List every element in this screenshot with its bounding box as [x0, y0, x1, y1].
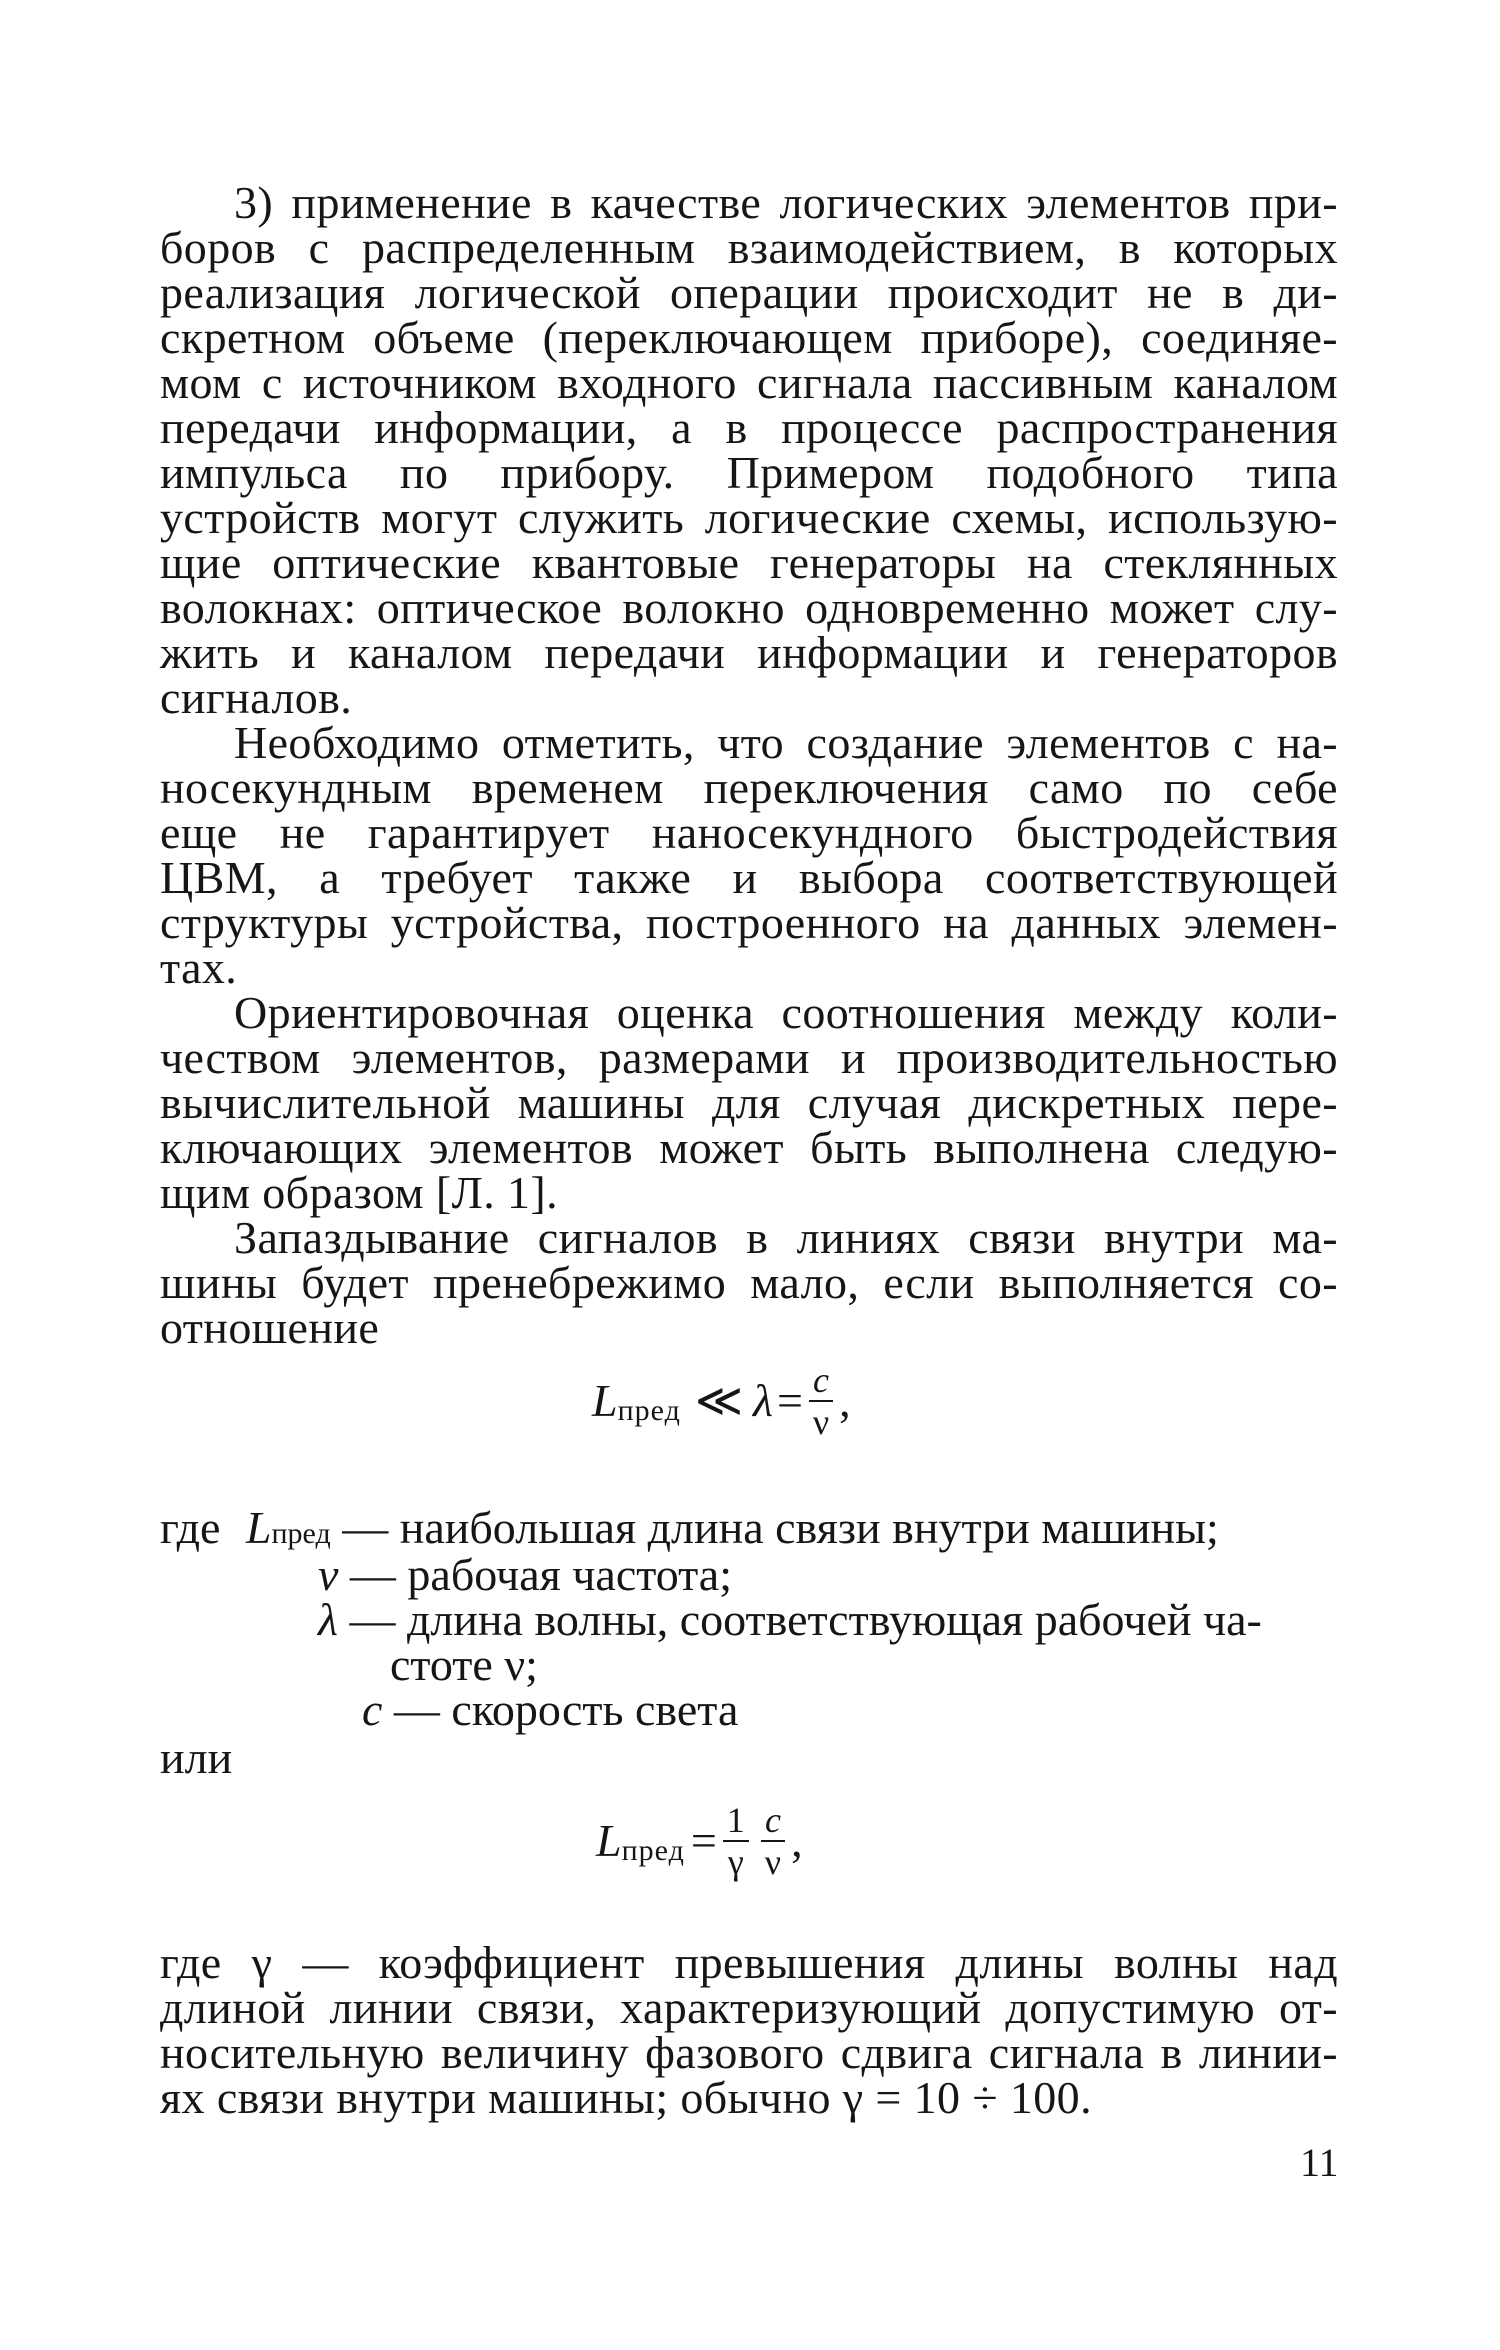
text-line: щие оптические квантовые генераторы на стеклянных: [160, 537, 1338, 588]
definition-symbol: λ: [318, 1594, 338, 1645]
text-line: скретном объеме (переключающем приборе), соединяе-: [160, 312, 1338, 363]
definition-symbol: ν: [318, 1549, 339, 1600]
formula-much-less: ≪: [694, 1375, 743, 1426]
definition-text: — длина волны, соответствующая рабочей ча-: [349, 1594, 1262, 1645]
text-line: шины будет пренебрежимо мало, если выполняется со-: [160, 1257, 1338, 1308]
formula-fraction: [809, 1360, 833, 1442]
formula-fraction-2: [761, 1800, 785, 1882]
definition-lambda-cont: стоте ν;: [390, 1639, 538, 1690]
formula-symbol-lambda: λ: [753, 1375, 773, 1426]
text-line: структуры устройства, построенного на данных элемен-: [160, 897, 1338, 948]
definition-subscript: пред: [271, 1517, 331, 1550]
definition-text: — скорость света: [393, 1684, 739, 1735]
formula-symbol-L: L: [592, 1375, 618, 1426]
text-line: отношение: [160, 1302, 380, 1353]
fraction-numerator: c: [813, 1360, 830, 1400]
text-line: сигналов.: [160, 672, 353, 723]
text-line: Запаздывание сигналов в линиях связи внутри ма-: [234, 1212, 1338, 1263]
text-line: Необходимо отметить, что создание элементов с на-: [234, 717, 1338, 768]
definition-symbol: c: [362, 1684, 383, 1735]
formula-fraction-1: [723, 1800, 749, 1882]
text-line: передачи информации, а в процессе распространения: [160, 402, 1338, 453]
text-line: Ориентировочная оценка соотношения между коли-: [234, 987, 1338, 1038]
text-line: щим образом [Л. 1].: [160, 1167, 559, 1218]
text-line: вычислительной машины для случая дискретных пере-: [160, 1077, 1338, 1128]
definition-intro: где: [160, 1502, 221, 1553]
text-line: импульса по прибору. Примером подобного типа: [160, 447, 1338, 498]
definition-nu: [318, 1549, 732, 1600]
page-number: 11: [1300, 2140, 1339, 2185]
fraction-numerator: c: [764, 1800, 781, 1840]
formula-subscript: пред: [617, 1394, 681, 1427]
text-line: мом с источником входного сигнала пассивным каналом: [160, 357, 1338, 408]
formula-comma: ,: [791, 1815, 803, 1866]
text-line: волокнах: оптическое волокно одновременно может слу-: [160, 582, 1338, 633]
fraction-denominator: γ: [727, 1842, 744, 1882]
text-line: длиной линии связи, характеризующий допустимую от-: [160, 1982, 1338, 2033]
formula-equals: =: [776, 1375, 803, 1426]
text-line: тах.: [160, 942, 238, 993]
text-line: боров с распределенным взаимодействием, в которых: [160, 222, 1338, 273]
fraction-denominator: ν: [764, 1842, 782, 1882]
text-line: носекундным временем переключения само по себе: [160, 762, 1338, 813]
text-line: устройств могут служить логические схемы, использую-: [160, 492, 1338, 543]
definition-text: — наибольшая длина связи внутри машины;: [342, 1502, 1219, 1553]
definition-symbol-L: L: [245, 1502, 272, 1553]
formula-equals: =: [690, 1815, 717, 1866]
fraction-numerator: 1: [726, 1800, 745, 1840]
text-line: 3) применение в качестве логических элементов при-: [234, 177, 1338, 228]
text-line: чеством элементов, размерами и производительностью: [160, 1032, 1338, 1083]
definition-lambda: [318, 1594, 1262, 1645]
text-line: еще не гарантирует наносекундного быстродействия: [160, 807, 1338, 858]
text-line: ЦВМ, а требует также и выбора соответствующей: [160, 852, 1338, 903]
formula-wavelength: [592, 1360, 851, 1442]
text-line: жить и каналом передачи информации и генераторов: [160, 627, 1338, 678]
text-line: где γ — коэффициент превышения длины волны над: [160, 1937, 1338, 1988]
definition-c: [362, 1684, 739, 1735]
text-line: ях связи внутри машины; обычно γ = 10 ÷ 100.: [160, 2072, 1092, 2123]
or-word: или: [160, 1732, 233, 1783]
fraction-denominator: ν: [812, 1402, 830, 1442]
text-line: реализация логической операции происходит не в ди-: [160, 267, 1338, 318]
text-line: носительную величину фазового сдвига сигнала в линии-: [160, 2027, 1338, 2078]
formula-comma: ,: [839, 1375, 851, 1426]
formula-length-limit: [596, 1800, 803, 1882]
definition-text: — рабочая частота;: [349, 1549, 732, 1600]
formula-subscript: пред: [621, 1834, 685, 1867]
formula-symbol-L: L: [596, 1815, 622, 1866]
text-line: ключающих элементов может быть выполнена следую-: [160, 1122, 1338, 1173]
